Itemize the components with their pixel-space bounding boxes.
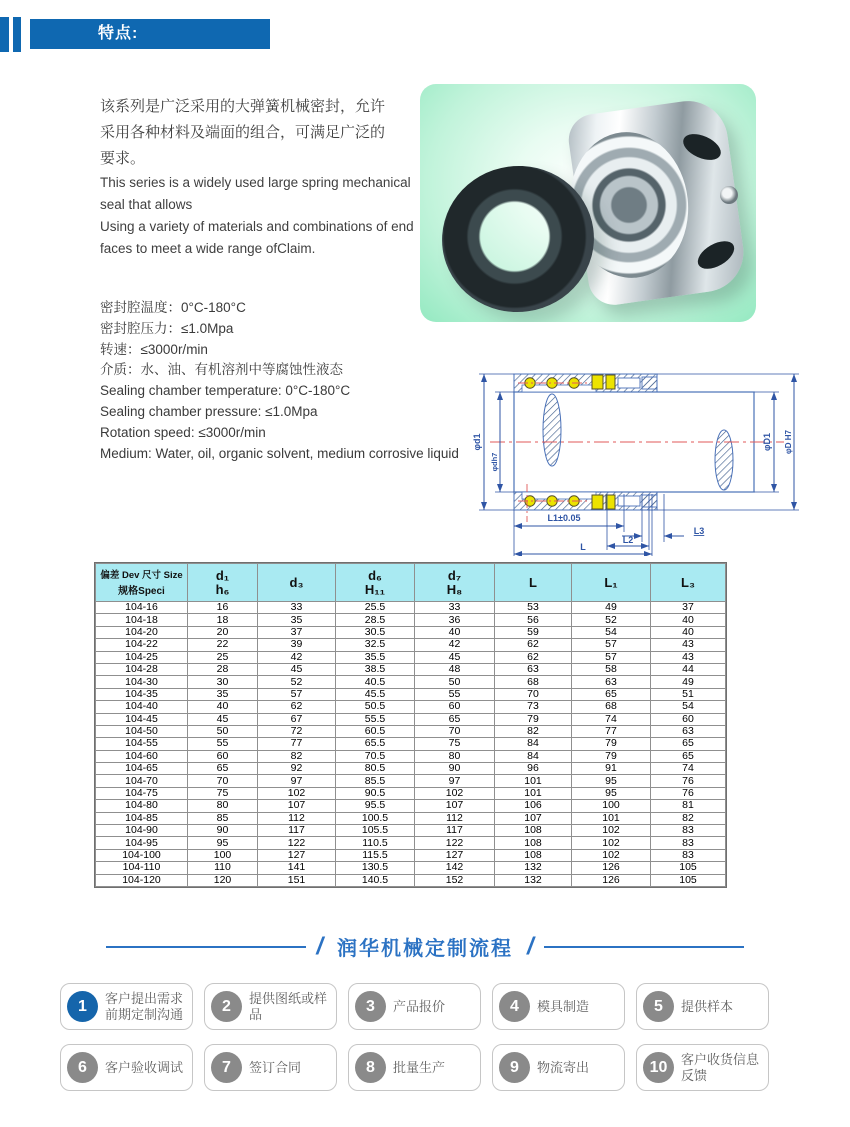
table-cell: 104-35 xyxy=(96,688,188,700)
table-cell: 82 xyxy=(258,750,336,762)
table-cell: 85 xyxy=(188,812,258,824)
table-row xyxy=(96,676,726,688)
table-cell: 104-85 xyxy=(96,812,188,824)
table-cell: 62 xyxy=(495,639,572,651)
step-label: 物流寄出 xyxy=(537,1059,590,1075)
table-cell: 102 xyxy=(572,825,651,837)
table-cell: 59 xyxy=(495,626,572,638)
process-steps-row-1 xyxy=(60,983,769,1030)
title-line-right xyxy=(544,946,744,948)
table-cell: 141 xyxy=(258,862,336,874)
table-cell: 37 xyxy=(258,626,336,638)
table-row xyxy=(96,862,726,874)
table-cell: 74 xyxy=(572,713,651,725)
spec-line: Medium: Water, oil, organic solvent, medium corrosive liquid xyxy=(100,445,459,461)
table-cell: 112 xyxy=(258,812,336,824)
table-cell: 57 xyxy=(258,688,336,700)
table-cell: 65.5 xyxy=(336,738,415,750)
table-cell: 122 xyxy=(258,837,336,849)
table-cell: 142 xyxy=(415,862,495,874)
table-row xyxy=(96,626,726,638)
table-cell: 104-75 xyxy=(96,787,188,799)
title-line-left xyxy=(106,946,306,948)
table-cell: 105 xyxy=(651,862,726,874)
table-cell: 104-25 xyxy=(96,651,188,663)
table-cell: 104-40 xyxy=(96,701,188,713)
table-cell: 70.5 xyxy=(336,750,415,762)
table-cell: 104-60 xyxy=(96,750,188,762)
table-cell: 82 xyxy=(651,812,726,824)
slash-decoration: / xyxy=(316,932,323,960)
table-cell: 72 xyxy=(258,725,336,737)
table-cell: 95 xyxy=(572,787,651,799)
spec-line: Sealing chamber temperature: 0°C-180°C xyxy=(100,383,351,399)
table-cell: 42 xyxy=(415,639,495,651)
table-cell: 107 xyxy=(258,800,336,812)
step-number-badge: 9 xyxy=(499,1052,530,1083)
table-cell: 104-120 xyxy=(96,874,188,886)
table-row xyxy=(96,713,726,725)
table-cell: 90.5 xyxy=(336,787,415,799)
table-cell: 104-50 xyxy=(96,725,188,737)
spec-line: 密封腔压力：≤1.0Mpa xyxy=(100,320,234,336)
table-cell: 55 xyxy=(415,688,495,700)
intro-en-line: Using a variety of materials and combinations of end xyxy=(100,219,414,234)
table-cell: 107 xyxy=(495,812,572,824)
table-row xyxy=(96,639,726,651)
table-cell: 104-95 xyxy=(96,837,188,849)
table-cell: 101 xyxy=(495,787,572,799)
intro-cn-line: 要求。 xyxy=(100,150,146,167)
table-cell: 130.5 xyxy=(336,862,415,874)
spec-list xyxy=(100,298,470,464)
table-row xyxy=(96,614,726,626)
table-cell: 102 xyxy=(258,787,336,799)
table-cell: 104-22 xyxy=(96,639,188,651)
table-cell: 79 xyxy=(572,750,651,762)
table-cell: 30 xyxy=(188,676,258,688)
table-cell: 80 xyxy=(188,800,258,812)
table-cell: 65 xyxy=(188,763,258,775)
step-label: 提供图纸或样品 xyxy=(249,990,328,1022)
step-label: 产品报价 xyxy=(393,998,446,1014)
table-cell: 108 xyxy=(495,849,572,861)
table-cell: 108 xyxy=(495,825,572,837)
process-step-card xyxy=(636,1044,769,1091)
process-title-text: 润华机械定制流程 xyxy=(337,938,513,960)
header-d3: d₃ xyxy=(258,564,336,602)
intro-en-line: faces to meet a wide range ofClaim. xyxy=(100,241,316,256)
process-step-card xyxy=(60,1044,193,1091)
table-cell: 120 xyxy=(188,874,258,886)
table-cell: 45 xyxy=(188,713,258,725)
table-cell: 104-20 xyxy=(96,626,188,638)
table-cell: 85.5 xyxy=(336,775,415,787)
table-cell: 45 xyxy=(258,663,336,675)
table-cell: 84 xyxy=(495,750,572,762)
table-cell: 40 xyxy=(651,614,726,626)
table-cell: 110 xyxy=(188,862,258,874)
process-step-card xyxy=(348,1044,481,1091)
table-cell: 102 xyxy=(572,837,651,849)
table-cell: 92 xyxy=(258,763,336,775)
table-cell: 68 xyxy=(495,676,572,688)
header-spec xyxy=(96,564,188,602)
table-cell: 63 xyxy=(651,725,726,737)
table-cell: 140.5 xyxy=(336,874,415,886)
table-cell: 91 xyxy=(572,763,651,775)
table-cell: 55 xyxy=(188,738,258,750)
table-cell: 53 xyxy=(495,602,572,614)
table-row xyxy=(96,825,726,837)
table-cell: 102 xyxy=(572,849,651,861)
process-step-card xyxy=(60,983,193,1030)
table-cell: 25.5 xyxy=(336,602,415,614)
intro-cn-line: 采用各种材料及端面的组合，可满足广泛的 xyxy=(100,124,386,141)
intro-en-lines xyxy=(100,172,445,260)
table-cell: 42 xyxy=(258,651,336,663)
step-label: 客户收货信息反馈 xyxy=(681,1051,760,1083)
table-cell: 25 xyxy=(188,651,258,663)
table-cell: 65 xyxy=(572,688,651,700)
table-row xyxy=(96,787,726,799)
table-cell: 35 xyxy=(188,688,258,700)
table-cell: 40 xyxy=(415,626,495,638)
table-row xyxy=(96,874,726,886)
intro-en-line: seal that allows xyxy=(100,197,193,212)
step-label: 提供样本 xyxy=(681,998,734,1014)
step-label: 客户提出需求前期定制沟通 xyxy=(105,990,184,1022)
table-cell: 43 xyxy=(651,639,726,651)
header-L1: L₁ xyxy=(572,564,651,602)
table-cell: 63 xyxy=(495,663,572,675)
header-L3: L₃ xyxy=(651,564,726,602)
table-row xyxy=(96,725,726,737)
table-header-row xyxy=(96,564,726,602)
table-cell: 104-100 xyxy=(96,849,188,861)
table-cell: 60 xyxy=(415,701,495,713)
step-number-badge: 6 xyxy=(67,1052,98,1083)
table-cell: 108 xyxy=(495,837,572,849)
table-cell: 55.5 xyxy=(336,713,415,725)
header-d7-H8: d₇ H₈ xyxy=(415,564,495,602)
table-cell: 79 xyxy=(572,738,651,750)
table-row xyxy=(96,750,726,762)
table-cell: 107 xyxy=(415,800,495,812)
table-cell: 30.5 xyxy=(336,626,415,638)
table-cell: 97 xyxy=(258,775,336,787)
table-cell: 104-18 xyxy=(96,614,188,626)
table-cell: 79 xyxy=(495,713,572,725)
table-cell: 35 xyxy=(258,614,336,626)
table-cell: 67 xyxy=(258,713,336,725)
table-cell: 127 xyxy=(258,849,336,861)
table-cell: 52 xyxy=(572,614,651,626)
spec-line: 介质：水、油、有机溶剂中等腐蚀性液态 xyxy=(100,362,343,378)
table-cell: 126 xyxy=(572,874,651,886)
table-cell: 60 xyxy=(651,713,726,725)
table-cell: 74 xyxy=(651,763,726,775)
table-cell: 75 xyxy=(188,787,258,799)
table-cell: 100 xyxy=(188,849,258,861)
table-cell: 100 xyxy=(572,800,651,812)
table-cell: 95 xyxy=(188,837,258,849)
table-cell: 62 xyxy=(495,651,572,663)
accent-bar xyxy=(0,17,9,52)
dim-label-L: L xyxy=(580,542,586,552)
table-cell: 49 xyxy=(572,602,651,614)
table-cell: 104-90 xyxy=(96,825,188,837)
features-banner: 特点: xyxy=(30,19,270,49)
table-cell: 117 xyxy=(415,825,495,837)
table-cell: 22 xyxy=(188,639,258,651)
process-section-title xyxy=(0,932,850,961)
intro-en-line: This series is a widely used large spring mechanical xyxy=(100,175,411,190)
product-photo xyxy=(420,84,756,322)
table-cell: 65 xyxy=(651,750,726,762)
table-cell: 90 xyxy=(188,825,258,837)
step-number-badge: 10 xyxy=(643,1052,674,1083)
dim-label-phi-D1: φD1 xyxy=(762,433,772,451)
intro-paragraph xyxy=(100,94,445,260)
table-cell: 60.5 xyxy=(336,725,415,737)
table-cell: 122 xyxy=(415,837,495,849)
table-cell: 49 xyxy=(651,676,726,688)
table-cell: 104-110 xyxy=(96,862,188,874)
header-d6-H11: d₆ H₁₁ xyxy=(336,564,415,602)
table-cell: 39 xyxy=(258,639,336,651)
spec-line: Sealing chamber pressure: ≤1.0Mpa xyxy=(100,403,318,419)
table-cell: 105.5 xyxy=(336,825,415,837)
dimension-table xyxy=(95,563,726,887)
table-cell: 51 xyxy=(651,688,726,700)
table-cell: 50 xyxy=(415,676,495,688)
process-step-card xyxy=(636,983,769,1030)
table-cell: 90 xyxy=(415,763,495,775)
header-d1-h6: d₁ h₆ xyxy=(188,564,258,602)
accent-bar xyxy=(13,17,21,52)
table-cell: 106 xyxy=(495,800,572,812)
table-cell: 33 xyxy=(415,602,495,614)
process-step-card xyxy=(492,983,625,1030)
table-row xyxy=(96,688,726,700)
table-row xyxy=(96,738,726,750)
table-row xyxy=(96,602,726,614)
table-cell: 70 xyxy=(415,725,495,737)
table-cell: 54 xyxy=(651,701,726,713)
table-cell: 77 xyxy=(258,738,336,750)
process-step-card xyxy=(204,983,337,1030)
header-speci: 规格Speci xyxy=(118,585,165,597)
process-step-card xyxy=(348,983,481,1030)
table-cell: 127 xyxy=(415,849,495,861)
table-cell: 95 xyxy=(572,775,651,787)
table-cell: 37 xyxy=(651,602,726,614)
slash-decoration: / xyxy=(527,932,534,960)
table-cell: 57 xyxy=(572,639,651,651)
step-number-badge: 7 xyxy=(211,1052,242,1083)
table-cell: 65 xyxy=(415,713,495,725)
table-cell: 112 xyxy=(415,812,495,824)
step-number-badge: 1 xyxy=(67,991,98,1022)
table-cell: 43 xyxy=(651,651,726,663)
table-cell: 60 xyxy=(188,750,258,762)
table-cell: 80 xyxy=(415,750,495,762)
table-row xyxy=(96,837,726,849)
table-cell: 40 xyxy=(188,701,258,713)
table-cell: 126 xyxy=(572,862,651,874)
table-cell: 76 xyxy=(651,775,726,787)
table-cell: 83 xyxy=(651,849,726,861)
step-label: 模具制造 xyxy=(537,998,590,1014)
step-number-badge: 4 xyxy=(499,991,530,1022)
spec-line: Rotation speed: ≤3000r/min xyxy=(100,424,266,440)
table-cell: 57 xyxy=(572,651,651,663)
table-cell: 48 xyxy=(415,663,495,675)
table-cell: 151 xyxy=(258,874,336,886)
table-cell: 45.5 xyxy=(336,688,415,700)
table-cell: 50 xyxy=(188,725,258,737)
table-row xyxy=(96,701,726,713)
table-cell: 40.5 xyxy=(336,676,415,688)
table-cell: 96 xyxy=(495,763,572,775)
table-cell: 104-30 xyxy=(96,676,188,688)
step-label: 签订合同 xyxy=(249,1059,302,1075)
table-cell: 83 xyxy=(651,825,726,837)
step-number-badge: 5 xyxy=(643,991,674,1022)
table-cell: 28.5 xyxy=(336,614,415,626)
header-L: L xyxy=(495,564,572,602)
table-cell: 132 xyxy=(495,874,572,886)
technical-drawing xyxy=(452,344,837,556)
dim-label-phi-d1: φd1 xyxy=(472,433,482,451)
dim-label-phi-dh7: φdh7 xyxy=(490,452,499,472)
table-cell: 28 xyxy=(188,663,258,675)
dim-label-L1: L1±0.05 xyxy=(547,513,581,523)
cylinder-set-screw xyxy=(720,186,738,204)
table-cell: 76 xyxy=(651,787,726,799)
header-dev-size: 偏差 Dev 尺寸 Size xyxy=(100,569,183,581)
step-label: 客户验收调试 xyxy=(105,1059,184,1075)
table-cell: 77 xyxy=(572,725,651,737)
table-cell: 152 xyxy=(415,874,495,886)
table-cell: 84 xyxy=(495,738,572,750)
step-number-badge: 8 xyxy=(355,1052,386,1083)
table-cell: 52 xyxy=(258,676,336,688)
table-cell: 54 xyxy=(572,626,651,638)
table-cell: 117 xyxy=(258,825,336,837)
table-cell: 68 xyxy=(572,701,651,713)
table-cell: 80.5 xyxy=(336,763,415,775)
table-row xyxy=(96,849,726,861)
table-cell: 20 xyxy=(188,626,258,638)
table-cell: 65 xyxy=(651,738,726,750)
table-cell: 62 xyxy=(258,701,336,713)
table-row xyxy=(96,775,726,787)
table-cell: 38.5 xyxy=(336,663,415,675)
spec-line: 转速：≤3000r/min xyxy=(100,341,208,357)
step-number-badge: 2 xyxy=(211,991,242,1022)
table-cell: 35.5 xyxy=(336,651,415,663)
table-cell: 104-45 xyxy=(96,713,188,725)
step-number-badge: 3 xyxy=(355,991,386,1022)
table-cell: 82 xyxy=(495,725,572,737)
table-cell: 115.5 xyxy=(336,849,415,861)
table-cell: 104-65 xyxy=(96,763,188,775)
table-cell: 70 xyxy=(495,688,572,700)
dim-label-L2: L2 xyxy=(622,535,634,545)
table-row xyxy=(96,812,726,824)
table-row xyxy=(96,800,726,812)
table-cell: 70 xyxy=(188,775,258,787)
table-cell: 104-70 xyxy=(96,775,188,787)
table-cell: 97 xyxy=(415,775,495,787)
table-row xyxy=(96,663,726,675)
table-cell: 63 xyxy=(572,676,651,688)
table-cell: 81 xyxy=(651,800,726,812)
table-cell: 56 xyxy=(495,614,572,626)
table-cell: 45 xyxy=(415,651,495,663)
table-cell: 104-16 xyxy=(96,602,188,614)
table-cell: 105 xyxy=(651,874,726,886)
process-step-card xyxy=(492,1044,625,1091)
table-cell: 50.5 xyxy=(336,701,415,713)
dim-label-L3: L3 xyxy=(693,526,705,536)
table-row xyxy=(96,651,726,663)
table-cell: 32.5 xyxy=(336,639,415,651)
table-cell: 104-55 xyxy=(96,738,188,750)
step-label: 批量生产 xyxy=(393,1059,446,1075)
table-cell: 104-80 xyxy=(96,800,188,812)
table-cell: 132 xyxy=(495,862,572,874)
table-cell: 16 xyxy=(188,602,258,614)
table-cell: 75 xyxy=(415,738,495,750)
table-cell: 18 xyxy=(188,614,258,626)
table-cell: 58 xyxy=(572,663,651,675)
table-cell: 36 xyxy=(415,614,495,626)
spec-line: 密封腔温度：0°C-180°C xyxy=(100,300,246,315)
table-cell: 73 xyxy=(495,701,572,713)
dim-label-phi-D-H7: φD H7 xyxy=(784,430,793,454)
table-cell: 100.5 xyxy=(336,812,415,824)
table-cell: 101 xyxy=(495,775,572,787)
process-step-card xyxy=(204,1044,337,1091)
intro-cn-lines xyxy=(100,94,445,172)
table-row xyxy=(96,763,726,775)
process-steps-row-2 xyxy=(60,1044,769,1091)
table-cell: 44 xyxy=(651,663,726,675)
table-cell: 102 xyxy=(415,787,495,799)
table-cell: 83 xyxy=(651,837,726,849)
table-cell: 40 xyxy=(651,626,726,638)
table-cell: 104-28 xyxy=(96,663,188,675)
table-cell: 95.5 xyxy=(336,800,415,812)
intro-cn-line: 该系列是广泛采用的大弹簧机械密封，允许 xyxy=(100,98,386,115)
table-cell: 110.5 xyxy=(336,837,415,849)
table-cell: 33 xyxy=(258,602,336,614)
table-cell: 101 xyxy=(572,812,651,824)
